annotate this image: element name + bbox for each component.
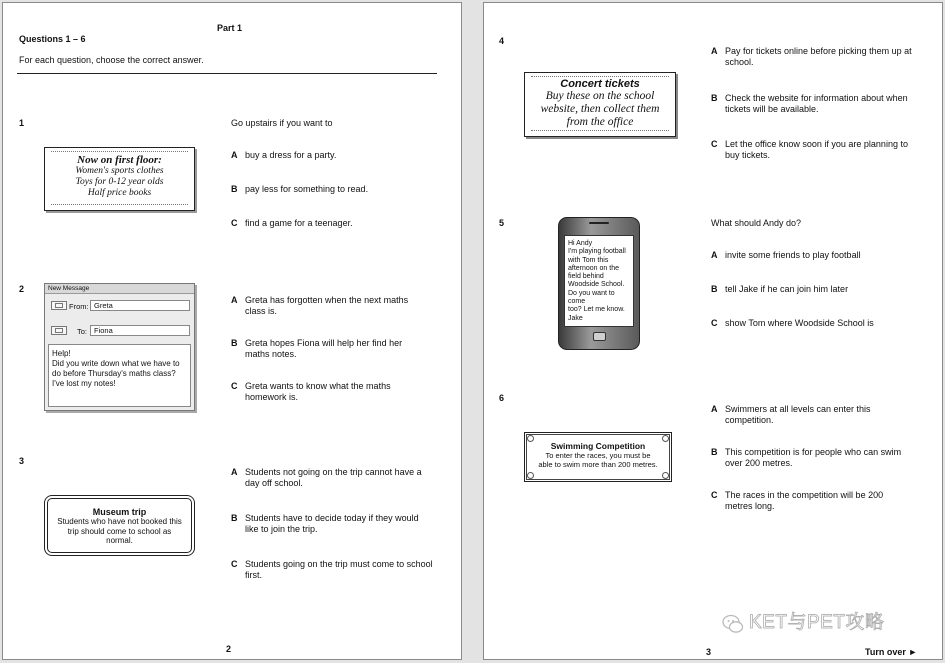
- to-field[interactable]: Fiona: [90, 325, 190, 336]
- notice-border-dots: [531, 76, 669, 79]
- instruction-text: For each question, choose the correct answer.: [19, 55, 204, 65]
- option-letter: B: [711, 447, 718, 457]
- option-text: invite some friends to play football: [725, 250, 861, 260]
- notice-border-dots: [51, 151, 188, 154]
- sms-screen: [564, 235, 634, 327]
- notice-line: Toys for 0-12 year olds: [75, 177, 164, 187]
- email-body-line: do before Thursday's maths class?: [52, 369, 176, 378]
- notice-line: Now on first floor:: [77, 154, 162, 166]
- question-number-4: 4: [499, 36, 505, 46]
- option-text: Pay for tickets online before picking them up at school.: [725, 46, 912, 67]
- option-text: pay less for something to read.: [245, 184, 369, 194]
- notice-corner: [527, 472, 534, 479]
- notice-line: To enter the races, you must be: [545, 451, 651, 460]
- q3-museum-notice: [44, 495, 195, 556]
- notice-corner: [662, 435, 669, 442]
- option-letter: C: [711, 490, 718, 500]
- option-letter: C: [711, 318, 718, 328]
- to-icon: [51, 326, 67, 335]
- question-number-1: 1: [19, 118, 25, 128]
- notice-border-dots: [531, 130, 669, 133]
- question-5-prompt: What should Andy do?: [711, 218, 802, 228]
- phone-speaker: [589, 222, 609, 224]
- sms-line: Do you want to come: [568, 289, 615, 306]
- option-text: Students have to decide today if they would like to join the trip.: [245, 513, 419, 534]
- notice-title: Swimming Competition: [550, 441, 646, 451]
- option-letter: B: [231, 338, 238, 348]
- notice-border-dots: [51, 204, 188, 207]
- notice-corner: [527, 435, 534, 442]
- notice-line: website, then collect them: [540, 103, 660, 115]
- option-letter: A: [231, 467, 238, 477]
- option-letter: A: [711, 46, 718, 56]
- option-letter: A: [711, 250, 718, 260]
- option-letter: B: [711, 284, 718, 294]
- sms-line: with Tom this: [568, 256, 609, 264]
- sms-line: Woodside School.: [568, 281, 625, 289]
- q1-shop-notice: [44, 147, 195, 211]
- exam-page-left: [2, 2, 462, 660]
- email-body[interactable]: [48, 344, 191, 407]
- option-text: Students not going on the trip cannot have a day off school.: [245, 467, 422, 488]
- questions-heading: Questions 1 – 6: [19, 34, 86, 44]
- to-label: To:: [77, 327, 88, 336]
- notice-line: Buy these on the school: [545, 90, 655, 102]
- notice-title: Museum trip: [92, 507, 147, 517]
- q6-swimming-notice: [524, 432, 672, 482]
- email-body-line: Help!: [52, 349, 71, 358]
- option-text: The races in the competition will be 200 metres long.: [725, 490, 884, 511]
- notice-line: able to swim more than 200 metres.: [538, 460, 658, 469]
- sms-line: Jake: [568, 314, 583, 322]
- mobile-phone: [558, 217, 640, 350]
- question-number-5: 5: [499, 218, 505, 228]
- option-text: Greta hopes Fiona will help her find her maths notes.: [245, 338, 403, 359]
- heading-divider: [17, 73, 437, 74]
- wechat-logo-icon: [722, 613, 744, 635]
- option-text: Greta has forgotten when the next maths class is.: [245, 295, 409, 316]
- exam-page-right: [483, 2, 943, 660]
- notice-title: Concert tickets: [560, 78, 640, 90]
- phone-home-button[interactable]: [593, 332, 606, 341]
- option-text: show Tom where Woodside School is: [725, 318, 874, 328]
- email-title-bar: New Message: [45, 284, 194, 294]
- option-letter: B: [231, 513, 238, 523]
- question-number-6: 6: [499, 393, 505, 403]
- sms-line: field behind: [568, 273, 604, 281]
- notice-line: Women's sports clothes: [75, 166, 164, 176]
- sms-line: afternoon on the: [568, 264, 619, 272]
- question-1-prompt: Go upstairs if you want to: [231, 118, 333, 128]
- option-text: tell Jake if he can join him later: [725, 284, 849, 294]
- notice-line: Students who have not booked this: [57, 517, 182, 526]
- page-number: 3: [706, 647, 712, 657]
- option-text: buy a dress for a party.: [245, 150, 337, 160]
- from-label: From:: [69, 302, 89, 311]
- option-letter: A: [231, 295, 238, 305]
- option-text: This competition is for people who can swim over 200 metres.: [725, 447, 902, 468]
- notice-line: trip should come to school as: [67, 526, 172, 536]
- option-letter: B: [711, 93, 718, 103]
- option-text: Check the website for information about when tickets will be available.: [725, 93, 908, 114]
- notice-corner: [662, 472, 669, 479]
- sms-line: Hi Andy: [568, 240, 593, 247]
- from-icon: [51, 301, 67, 310]
- option-text: Students going on the trip must come to school first.: [245, 559, 433, 580]
- q4-concert-notice: [524, 72, 676, 137]
- option-letter: C: [231, 381, 238, 391]
- q2-email-window: [44, 283, 195, 411]
- page-number: 2: [226, 644, 232, 654]
- notice-line: from the office: [566, 116, 634, 128]
- option-letter: A: [231, 150, 238, 160]
- watermark-text: KET与PET攻略: [749, 612, 885, 633]
- sms-line: too? Let me know.: [568, 306, 625, 314]
- email-body-line: Did you write down what we have to: [52, 359, 180, 368]
- option-text: Swimmers at all levels can enter this competition.: [725, 404, 871, 425]
- option-text: Let the office know soon if you are planning to buy tickets.: [725, 139, 908, 160]
- sms-line: I'm playing football: [568, 248, 626, 256]
- option-text: Greta wants to know what the maths homework is.: [245, 381, 391, 402]
- notice-line: Half price books: [87, 188, 152, 198]
- email-body-line: I've lost my notes!: [52, 379, 116, 388]
- from-field[interactable]: Greta: [90, 300, 190, 311]
- option-letter: C: [711, 139, 718, 149]
- part-title: Part 1: [217, 23, 243, 33]
- option-letter: C: [231, 218, 238, 228]
- option-letter: A: [711, 404, 718, 414]
- notice-line: normal.: [106, 536, 133, 545]
- question-number-3: 3: [19, 456, 25, 466]
- question-number-2: 2: [19, 284, 25, 294]
- turn-over-label: Turn over ►: [865, 647, 918, 657]
- option-text: find a game for a teenager.: [245, 218, 353, 228]
- option-letter: C: [231, 559, 238, 569]
- option-letter: B: [231, 184, 238, 194]
